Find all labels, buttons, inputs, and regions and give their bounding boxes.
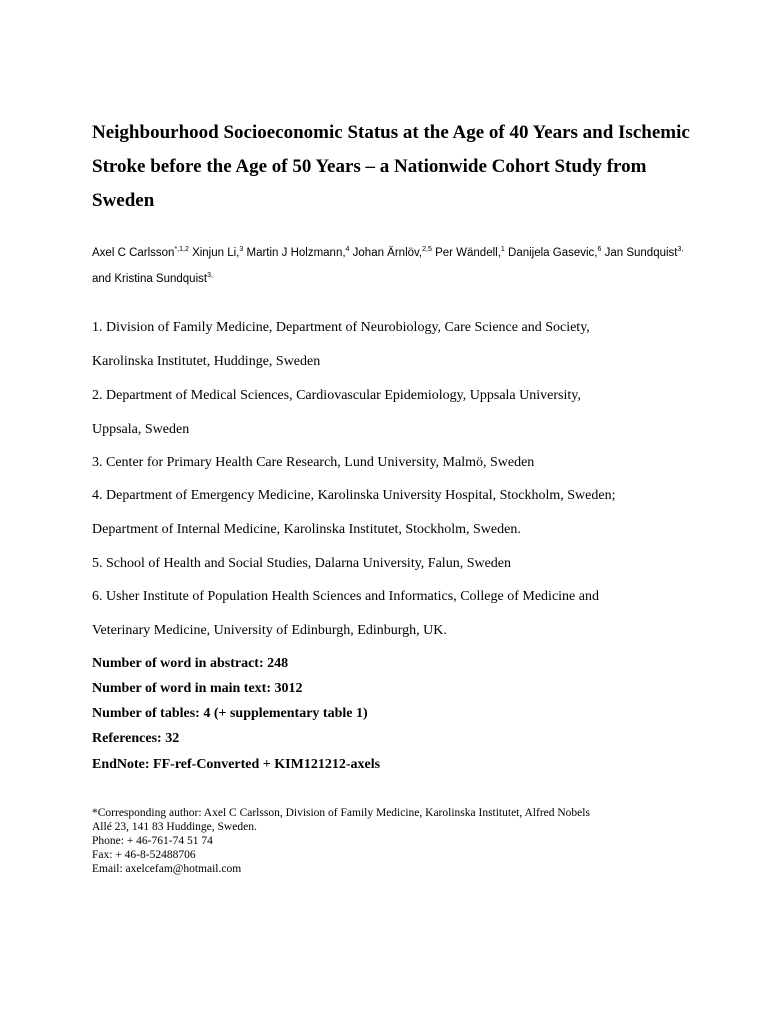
affiliation-line: Karolinska Institutet, Huddinge, Sweden	[92, 354, 321, 369]
paper-title: Neighbourhood Socioeconomic Status at the Age of 40 Years and Ischemic Stroke before the Age of 50 Years – a Nationwide Cohort Study from Sweden	[92, 122, 690, 211]
corresponding-fax: Fax: + 46-8-52488706	[92, 849, 196, 861]
reference-count: References: 32	[92, 731, 180, 746]
table-count: Number of tables: 4 (+ supplementary table 1)	[92, 706, 368, 721]
author-affiliation-marker: 3,	[677, 246, 684, 253]
author-name: Jan Sundquist	[604, 247, 678, 259]
corresponding-email: Email: axelcefam@hotmail.com	[92, 863, 242, 875]
corresponding-line: *Corresponding author: Axel C Carlsson, Division of Family Medicine, Karolinska Institutet, Alfred Nobels	[92, 807, 590, 819]
corresponding-address: Allé 23, 141 83 Huddinge, Sweden.	[92, 821, 257, 833]
author-name: Martin J Holzmann,	[246, 247, 346, 259]
main-text-word-count: Number of word in main text: 3012	[92, 681, 303, 696]
affiliation-line: 6. Usher Institute of Population Health Sciences and Informatics, College of Medicine and	[92, 589, 599, 604]
author-name: Xinjun Li,	[192, 247, 240, 259]
author-affiliation-marker: 2,5	[422, 246, 432, 253]
author-name: Danijela Gasevic,	[508, 247, 598, 259]
author-name: Kristina Sundquist	[114, 273, 208, 285]
affiliation-line: Department of Internal Medicine, Karolinska Institutet, Stockholm, Sweden.	[92, 522, 521, 537]
endnote-library: EndNote: FF-ref-Converted + KIM121212-axels	[92, 757, 381, 772]
author-affiliation-marker: 4	[345, 246, 350, 253]
corresponding-phone: Phone: + 46-761-74 51 74	[92, 835, 213, 847]
affiliation-line: 3. Center for Primary Health Care Research, Lund University, Malmö, Sweden	[92, 455, 535, 470]
author-affiliation-marker: 6	[597, 246, 602, 253]
affiliation-line: 2. Department of Medical Sciences, Cardiovascular Epidemiology, Uppsala University,	[92, 388, 581, 403]
affiliation-line: 5. School of Health and Social Studies, Dalarna University, Falun, Sweden	[92, 556, 512, 571]
affiliation-line: Uppsala, Sweden	[92, 422, 190, 437]
author-affiliation-marker: 1	[500, 246, 505, 253]
abstract-word-count: Number of word in abstract: 248	[92, 656, 289, 671]
affiliation-line: 1. Division of Family Medicine, Department of Neurobiology, Care Science and Society,	[92, 320, 590, 335]
author-name: Johan Ärnlöv,	[352, 247, 423, 259]
author-name: Per Wändell,	[435, 247, 501, 259]
author-name: Axel C Carlsson	[92, 247, 175, 259]
author-affiliation-marker: *,1,2	[174, 246, 189, 253]
author-list: Axel C Carlsson$^{*,1,2}$ Xinjun Li,$^3$ Martin J Holzmann,$^4$ Johan Ärnlöv,$^{2,5}$ Per Wändell,$^1$ Danijela Gasevic,$^6$ Jan Sundquist$^{3,}$ and Kristina Sundquist$^{3,}$	[92, 246, 684, 285]
author-affiliation-marker: 3	[239, 246, 244, 253]
author-affiliation-marker: 3,	[207, 272, 213, 279]
affiliation-line: Veterinary Medicine, University of Edinburgh, Edinburgh, UK.	[92, 623, 447, 638]
affiliation-line: 4. Department of Emergency Medicine, Karolinska University Hospital, Stockholm, Sweden;	[92, 488, 616, 503]
